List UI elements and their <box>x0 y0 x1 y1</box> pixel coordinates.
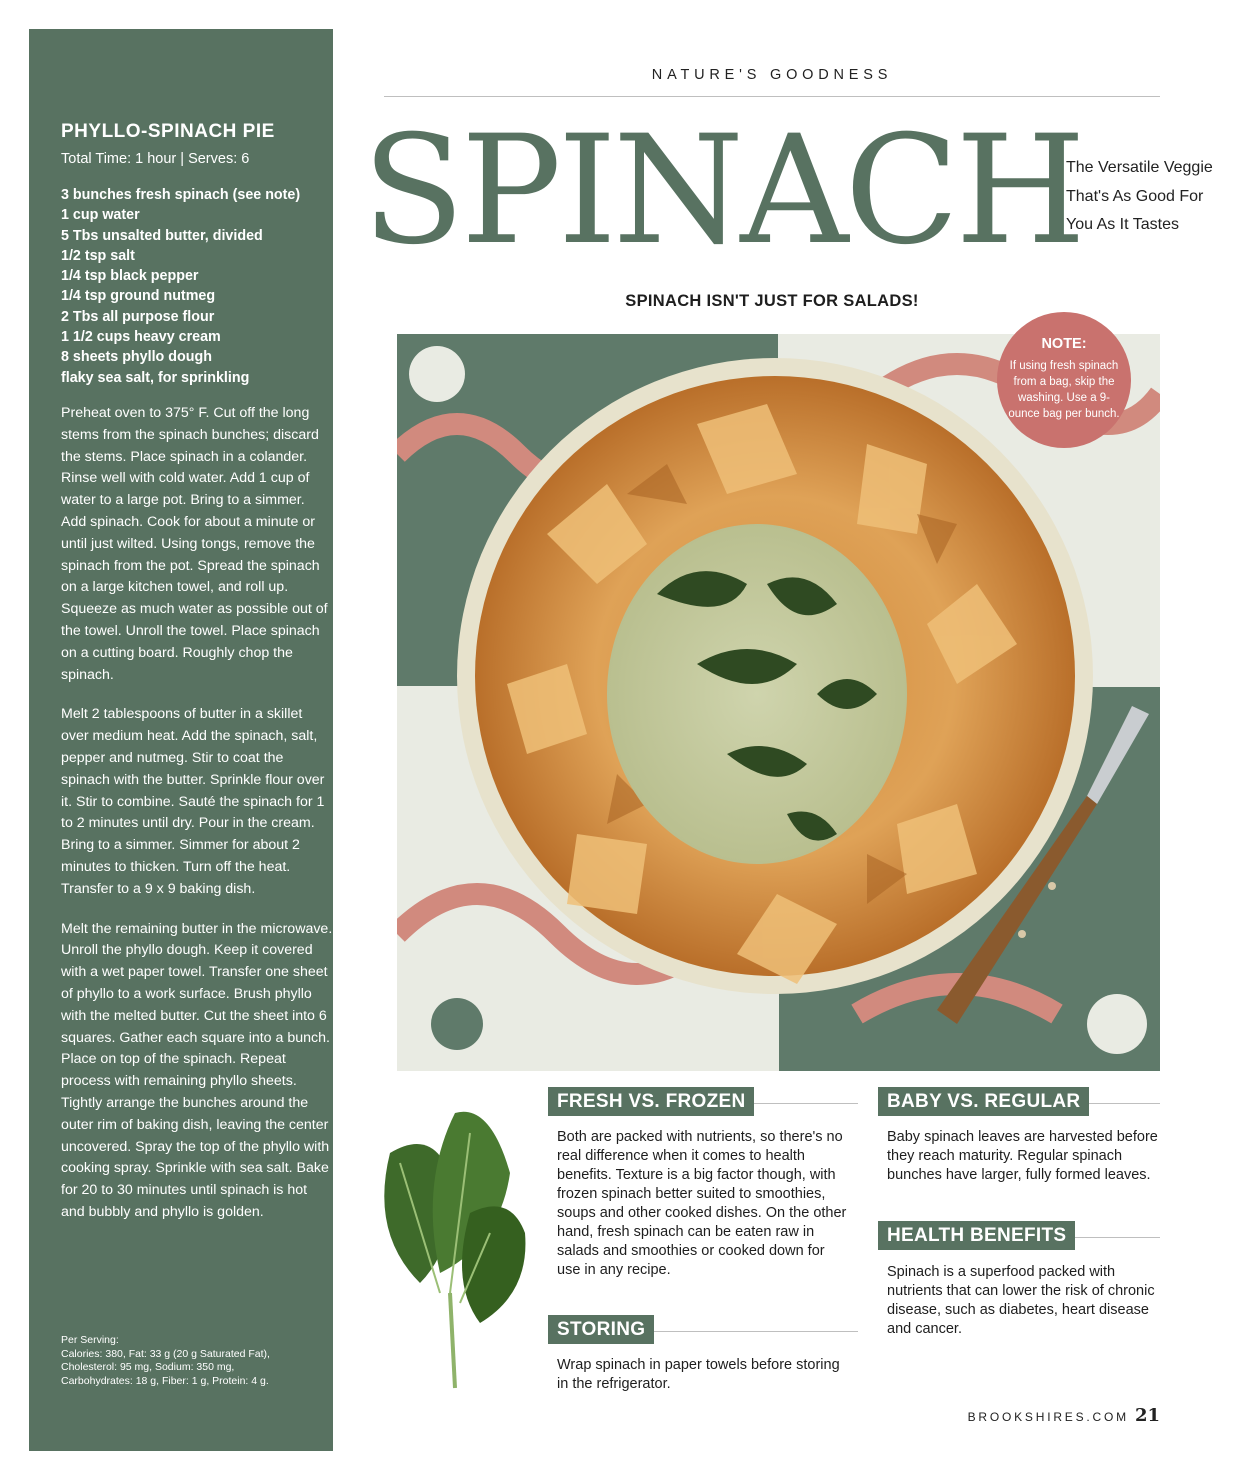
ingredient-item: 1/2 tsp salt <box>61 247 135 264</box>
ingredient-item: 3 bunches fresh spinach (see note) <box>61 187 301 203</box>
site-url: BROOKSHIRES.COM <box>967 1410 1129 1424</box>
headline-tagline: The Versatile Veggie That's As Good For You As It Tastes <box>1066 159 1213 233</box>
recipe-steps <box>61 403 333 1242</box>
ingredient-item: 1/4 tsp ground nutmeg <box>61 288 216 305</box>
ingredient-list <box>61 185 331 388</box>
ingredient-item: 5 Tbs unsalted butter, divided <box>61 227 263 244</box>
recipe-step-2: Melt 2 tablespoons of butter in a skillet over medium heat. Add the spinach, salt, pepper and nutmeg. Stir to coat the spinach with the butter. Sprinkle flour over it. Stir to combine. Sauté the spinach for 1 to 2 minutes until dry. Pour in the cream. Bring to a simmer. Simmer for about 2 minutes to thicken. Turn off the heat. Transfer to a 9 x 9 baking dish. <box>61 706 325 897</box>
page-subhead: SPINACH ISN'T JUST FOR SALADS! <box>625 292 919 310</box>
storing-heading: STORING <box>548 1315 654 1344</box>
ingredient-item: 1 1/2 cups heavy cream <box>61 329 221 346</box>
nutrition-facts <box>61 1334 331 1388</box>
ingredient-item: 1 cup water <box>61 207 140 224</box>
page-headline: SPINACH <box>362 104 1083 278</box>
ingredient-item: 2 Tbs all purpose flour <box>61 308 215 325</box>
recipe-title: PHYLLO-SPINACH PIE <box>61 121 275 142</box>
nutrition-line: Cholesterol: 95 mg, Sodium: 350 mg, <box>61 1361 235 1374</box>
ingredient-item: 1/4 tsp black pepper <box>61 268 199 285</box>
recipe-step-1: Preheat oven to 375° F. Cut off the long stems from the spinach bunches; discard the stems. Place spinach in a colander. Rinse well with cold water. Add 1 cup of water to a large pot. Bring to a simmer. Add spinach. Cook for about a minute or until just wilted. Using tongs, remove the spinach from the pot. Spread the spinach on a large kitchen towel, and roll up. Squeeze as much water as possible out of the towel. Unroll the towel. Place spinach on a cutting board. Roughly chop the spinach. <box>61 405 328 683</box>
fresh-vs-frozen-text: Both are packed with nutrients, so there's no real difference when it comes to health benefits. Texture is a big factor though, with frozen spinach better suited to smoothies, soups and other cooked dishes. On the other hand, fresh spinach can be eaten raw in salads and smoothies or cooked down for use in any recipe. <box>557 1129 847 1278</box>
page-footer <box>940 1405 1160 1426</box>
nutrition-line: Calories: 380, Fat: 33 g (20 g Saturated Fat), <box>61 1347 270 1360</box>
health-benefits-text: Spinach is a superfood packed with nutrients that can lower the risk of chronic disease, such as diabetes, heart disease and cancer. <box>887 1264 1155 1337</box>
nutrition-line: Carbohydrates: 18 g, Fiber: 1 g, Protein: 4 g. <box>61 1374 269 1387</box>
kicker-divider <box>384 96 1160 97</box>
health-benefits-heading: HEALTH BENEFITS <box>878 1221 1075 1250</box>
note-badge <box>997 312 1131 448</box>
baby-vs-regular-text: Baby spinach leaves are harvested before they reach maturity. Regular spinach bunches have larger, fully formed leaves. <box>887 1129 1158 1183</box>
nutrition-line: Per Serving: <box>61 1334 119 1346</box>
spinach-leaf-icon <box>360 1103 540 1393</box>
note-title: NOTE: <box>1041 336 1087 352</box>
fresh-vs-frozen-heading: FRESH VS. FROZEN <box>548 1087 754 1116</box>
section-kicker: NATURE'S GOODNESS <box>651 67 893 83</box>
ingredient-item: 8 sheets phyllo dough <box>61 349 212 366</box>
baby-vs-regular-heading: BABY VS. REGULAR <box>878 1087 1089 1116</box>
storing-text: Wrap spinach in paper towels before storing in the refrigerator. <box>557 1357 840 1392</box>
note-text: If using fresh spinach from a bag, skip the washing. Use a 9-ounce bag per bunch. <box>1008 360 1120 420</box>
recipe-meta: Total Time: 1 hour | Serves: 6 <box>61 151 250 167</box>
ingredient-item: flaky sea salt, for sprinkling <box>61 369 250 386</box>
recipe-sidebar <box>29 29 333 1451</box>
recipe-step-3: Melt the remaining butter in the microwave. Unroll the phyllo dough. Keep it covered with a wet paper towel. Transfer one sheet of phyllo to a work surface. Brush phyllo with the melted butter. Cut the sheet into 6 squares. Gather each square into a bunch. Place on top of the spinach. Repeat process with remaining phyllo sheets. Tightly arrange the bunches around the outer rim of baking dish, leaving the center uncovered. Spray the top of the phyllo with cooking spray. Sprinkle with sea salt. Bake for 20 to 30 minutes until spinach is hot and bubbly and phyllo is golden. <box>61 920 333 1220</box>
page-number: 21 <box>1134 1405 1160 1426</box>
